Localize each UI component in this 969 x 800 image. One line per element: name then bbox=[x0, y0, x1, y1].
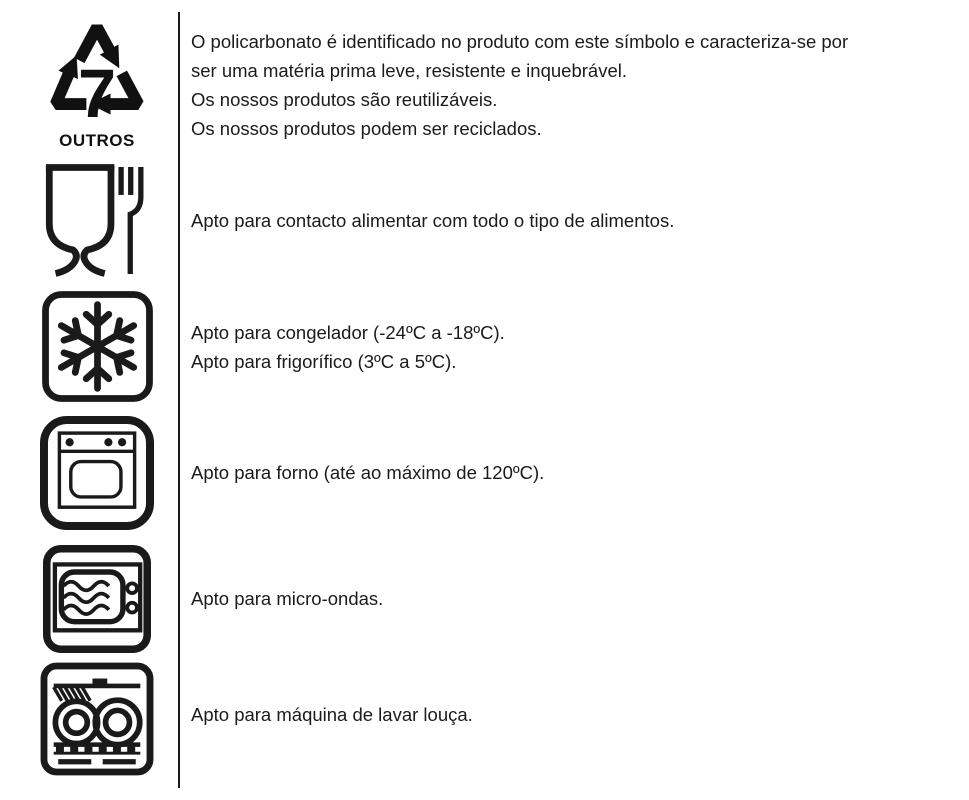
text-line: Apto para frigorífico (3ºC a 5ºC). bbox=[191, 350, 457, 372]
row-microwave bbox=[0, 537, 969, 660]
microwave-icon bbox=[0, 537, 178, 660]
glass-fork-glyph bbox=[44, 162, 150, 278]
row-oven bbox=[0, 408, 969, 537]
text-line: Apto para micro-ondas. bbox=[191, 588, 384, 609]
resin-code-number: 7 bbox=[77, 55, 117, 130]
text-line: Apto para congelador (-24ºC a -18ºC). bbox=[191, 321, 505, 343]
dishwasher-glyph bbox=[40, 662, 154, 776]
recycling-7-icon bbox=[0, 0, 178, 155]
oven-glyph bbox=[40, 416, 154, 530]
text-line: Os nossos produtos podem ser reciclados. bbox=[191, 118, 542, 139]
resin-code-label: OUTROS bbox=[59, 131, 135, 150]
oven-icon bbox=[0, 408, 178, 537]
row-freezer bbox=[0, 285, 969, 408]
snowflake-glyph bbox=[41, 290, 154, 403]
text-line: O policarbonato é identificado no produto com este símbolo e caracteriza-se por bbox=[191, 31, 849, 52]
dishwasher-icon bbox=[0, 660, 178, 800]
recycling-7-glyph bbox=[38, 12, 156, 130]
text-line: Os nossos produtos são reutilizáveis. bbox=[191, 89, 498, 110]
row-polycarbonate bbox=[0, 0, 969, 155]
row-dishwasher bbox=[0, 660, 969, 800]
vertical-divider bbox=[178, 12, 180, 788]
text-line: Apto para forno (até ao máximo de 120ºC). bbox=[191, 462, 545, 483]
text-line: Apto para máquina de lavar louça. bbox=[191, 704, 473, 725]
text-line: Apto para contacto alimentar com todo o tipo de alimentos. bbox=[191, 209, 675, 231]
snowflake-icon bbox=[0, 285, 178, 408]
glass-fork-icon bbox=[0, 155, 178, 285]
row-food-contact bbox=[0, 155, 969, 285]
microwave-glyph bbox=[43, 545, 151, 653]
text-line: ser uma matéria prima leve, resistente e inquebrável. bbox=[191, 60, 627, 81]
